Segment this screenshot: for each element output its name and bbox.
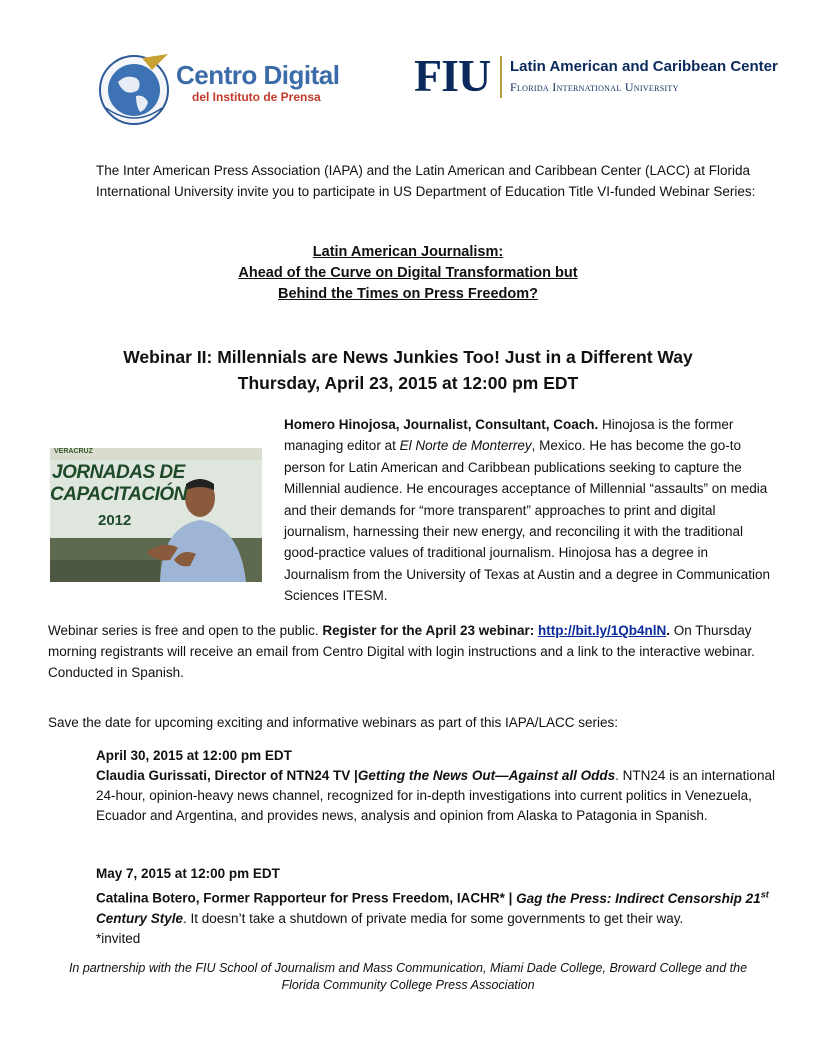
event-note: *invited <box>96 930 141 946</box>
webinar-heading <box>40 344 776 396</box>
speaker-name: Homero Hinojosa, Journalist, Consultant, Coach. <box>284 417 599 432</box>
globe-icon <box>96 48 176 130</box>
fiu-mark: FIU <box>414 50 491 101</box>
register-text: Webinar series is free and open to the public. <box>48 623 323 638</box>
speaker-photo <box>50 448 262 582</box>
intro-paragraph: The Inter American Press Association (IAPA) and the Latin American and Caribbean Center (LACC) at Florida International University invite you to participate in US Department of Education Title VI-funded Webinar Series: <box>96 163 756 199</box>
fiu-university-name: Florida International University <box>510 80 679 94</box>
event-title: Getting the News Out—Against all Odds <box>357 768 616 783</box>
series-title-line: Latin American Journalism: <box>312 244 504 260</box>
centro-digital-logo <box>96 48 346 130</box>
photo-banner-top: VERACRUZ <box>54 448 93 455</box>
photo-banner-line1: JORNADAS DE <box>52 462 185 483</box>
event-title: Century Style <box>96 910 184 926</box>
centro-digital-title: Centro Digital <box>176 60 340 90</box>
partnership-footer: In partnership with the FIU School of Journalism and Mass Communication, Miami Dade College, Broward College and the Florida Community College Press Association <box>68 961 748 992</box>
register-link[interactable]: http://bit.ly/1Qb4nlN <box>537 623 667 638</box>
event-description: . NTN24 is an international 24-hour, opinion-heavy news channel, recognized for in-depth investigations into current politics in Venezuela, Ecuador and Argentina, and provides news, analysis and opinion from Alaska to Patagonia in Spanish. <box>96 768 775 823</box>
centro-digital-subtitle: del Instituto de Prensa <box>192 90 321 104</box>
fiu-divider <box>500 56 502 98</box>
register-instructions: On Thursday morning registrants will receive an email from Centro Digital with login instructions and a link to the interactive webinar. Conducted in Spanish. <box>48 623 755 680</box>
bio-text: Hinojosa is the former managing editor at <box>284 417 734 454</box>
event-title-superscript: st <box>760 889 769 899</box>
speaker-bio <box>284 414 776 607</box>
series-title-line: Ahead of the Curve on Digital Transformation but <box>238 265 578 281</box>
bio-text: , Mexico. He has become the go-to person for Latin American and Caribbean publications seeking to capture the Millennial audience. He encourages acceptance of Millennial “assaults” on media and their demands for “more transparent” approaches to print and digital journalism, harnessing their new energy, and reconciling it with the traditional good-practice values of traditional journalism. Hinojosa has a degree in Journalism from the University of Texas at Austin and a degree in Communication Sciences ITESM. <box>284 438 770 604</box>
event-title: Gag the Press: Indirect Censorship 21 <box>516 890 761 906</box>
fiu-center-name: Latin American and Caribbean Center <box>510 58 778 75</box>
fiu-logo <box>414 50 778 102</box>
event-speaker: Catalina Botero, Former Rapporteur for Press Freedom, IACHR* | <box>96 890 517 906</box>
webinar-date: Thursday, April 23, 2015 at 12:00 pm EDT <box>237 373 579 393</box>
event-description: . It doesn’t take a shutdown of private media for some governments to get their way. <box>183 910 684 926</box>
registration-info <box>48 620 778 683</box>
photo-banner-line2: CAPACITACIÓN <box>50 484 187 505</box>
event-item <box>96 746 776 826</box>
save-the-date: Save the date for upcoming exciting and informative webinars as part of this IAPA/LACC series: <box>48 715 619 730</box>
event-date: April 30, 2015 at 12:00 pm EDT <box>96 748 292 763</box>
register-label: Register for the April 23 webinar: <box>322 623 538 638</box>
event-speaker: Claudia Gurissati, Director of NTN24 TV | <box>96 768 358 783</box>
webinar-title: Webinar II: Millennials are News Junkies Too! Just in a Different Way <box>123 347 693 367</box>
photo-banner-year: 2012 <box>98 512 132 529</box>
event-item <box>96 864 776 949</box>
event-date: May 7, 2015 at 12:00 pm EDT <box>96 866 280 881</box>
series-title-line: Behind the Times on Press Freedom? <box>278 286 538 302</box>
series-title <box>96 242 720 305</box>
publication-name: El Norte de Monterrey <box>399 438 532 454</box>
register-dot: . <box>666 623 670 638</box>
